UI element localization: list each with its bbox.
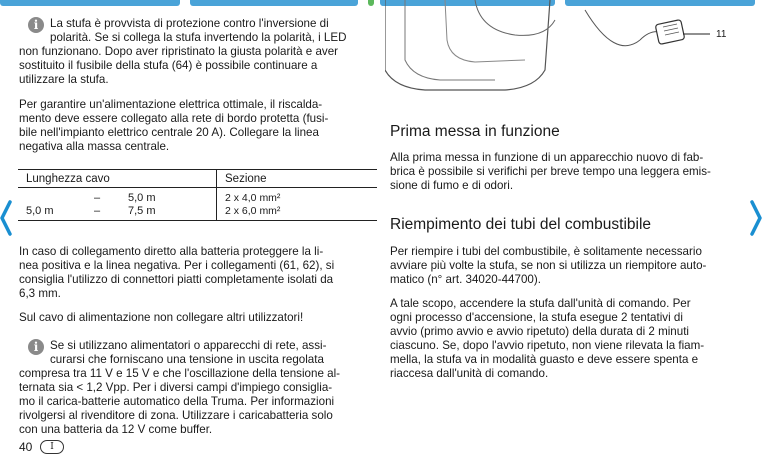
table-row <box>18 205 377 221</box>
cell-from: 5,0 m <box>26 204 54 217</box>
cell-dash: – <box>93 204 101 217</box>
cable-section-table <box>18 169 377 221</box>
cell-to: 5,0 m <box>128 192 156 204</box>
cell-section: 2 x 6,0 mm² <box>217 205 378 221</box>
page-i-icon: I <box>40 440 64 454</box>
cell-section: 2 x 4,0 mm² <box>217 188 378 205</box>
header-section: Sezione <box>217 170 378 188</box>
cell-dash: – <box>93 192 101 204</box>
tab-3[interactable] <box>368 0 374 6</box>
table-row <box>18 188 377 205</box>
info-icon: i <box>28 339 44 355</box>
ignition-paragraph: A tale scopo, accendere la stufa dall'unità di comando. Per ogni processo d'accensione, la stufa esegue 2 tentativi di avvio (primo avvio e avvio ripetuto) della durata di 2 minuti ciascuno. Se, dopo l'avvio ripetuto, non viene rilevata la fiam- mella, la stufa va in modalità guasto e deve essere spenta e riaccesa dall'unità di comando. <box>390 297 705 380</box>
cell-from <box>18 188 74 205</box>
power-supply-note-block <box>19 339 379 437</box>
previous-page-arrow[interactable] <box>0 200 12 236</box>
cell-to: 7,5 m <box>128 204 156 217</box>
first-use-paragraph: Alla prima messa in funzione di un apparecchio nuovo di fab- brica è possibile si verifichi per breve tempo una leggera emis- sione di fumo e di odori. <box>390 151 711 192</box>
fuel-lines-paragraph: Per riempire i tubi del combustibile, è solitamente necessario avviare più volte la stufa, se non si utilizza un riempitore auto- matico (n° art. 34020-44700). <box>390 245 707 286</box>
battery-paragraph: In caso di collegamento diretto alla batteria proteggere la li- nea positiva e la linea negativa. Per i collegamenti (61, 62), si consiglia l'utilizzo di connettori piatti completamente isolati da 6,3 mm. <box>19 245 335 300</box>
heading-first-use: Prima messa in funzione <box>390 123 560 140</box>
power-supply-note-text: Se si utilizzano alimentatori o apparecchi di rete, assi- curarsi che forniscano una tensione in uscita regolata compresa tra 11 V e 15 V e che l'oscillazione della tensione al- ternata sia < 1,2 Vpp. Per i diversi campi d'impiego consiglia- mo il carica-batterie automatico della Truma. Per informazioni rivolgersi al rivenditore di zona. Utilizzare i caricabatteria solo con una batteria da 12 V come buffer. <box>19 339 341 436</box>
polarity-note-block <box>19 17 379 87</box>
heading-fuel-lines: Riempimento dei tubi del combustibile <box>390 216 652 233</box>
tab-1[interactable] <box>0 0 180 6</box>
tab-2[interactable] <box>190 0 358 6</box>
callout-number: 11 <box>716 29 727 40</box>
stove-illustration <box>385 0 710 92</box>
polarity-note-text: La stufa è provvista di protezione contro l'inversione di polarità. Se si collega la stufa invertendo la polarità, i LED non funzionano. Dopo aver ripristinato la giusta polarità e aver sostituito il fusibile della stufa (64) è possibile continuare a utilizzare la stufa. <box>19 17 347 86</box>
power-supply-paragraph: Per garantire un'alimentazione elettrica ottimale, il riscalda- mento deve essere collegato alla rete di bordo protetta (fusi- bile nell'impianto elettrico centrale 20 A). Collegare la linea negativa alla massa centrale. <box>19 98 329 153</box>
header-length: Lunghezza cavo <box>18 170 217 188</box>
info-icon: i <box>28 17 44 33</box>
next-page-arrow[interactable] <box>750 200 762 236</box>
warning-paragraph: Sul cavo di alimentazione non collegare altri utilizzatori! <box>19 311 304 324</box>
page-number: 40 <box>19 440 33 454</box>
